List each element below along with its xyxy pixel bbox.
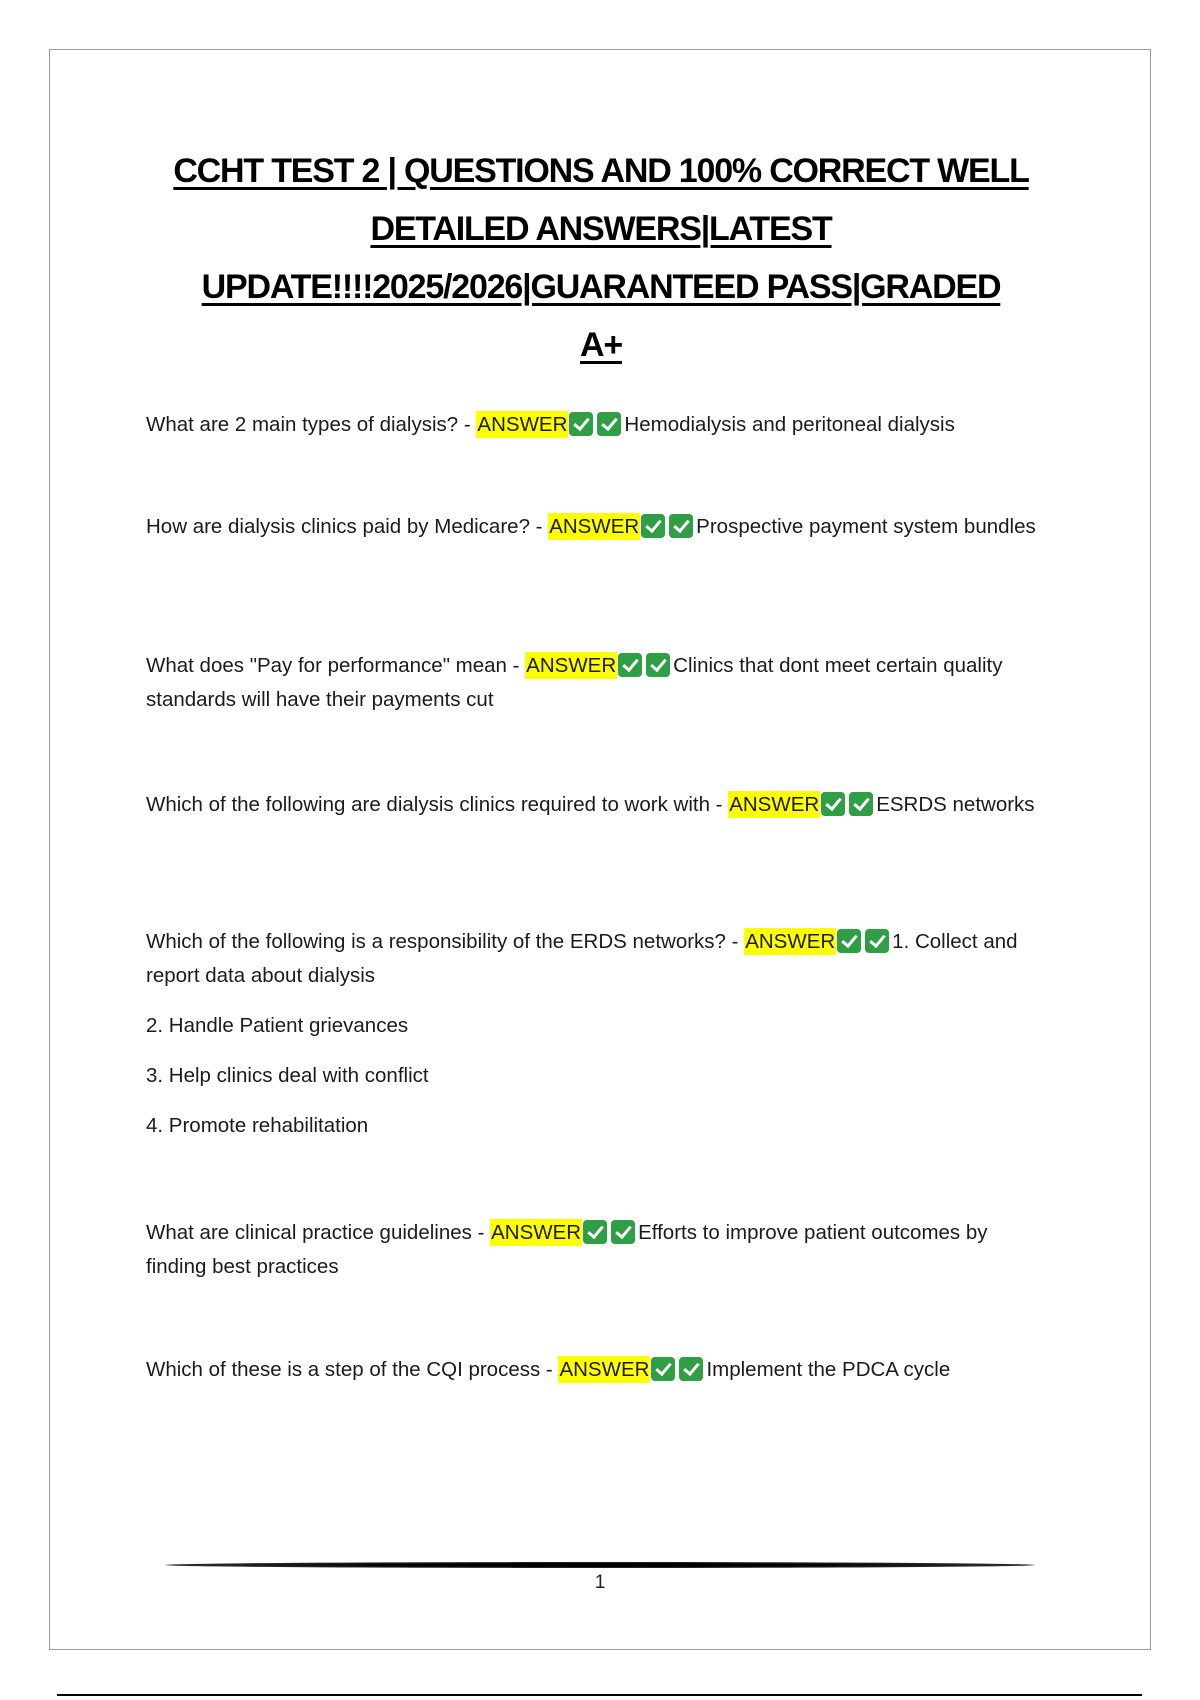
question-text: What are clinical practice guidelines - <box>146 1221 491 1244</box>
answer-tag: ANSWER <box>491 1221 582 1244</box>
check-mark-icon <box>618 653 642 677</box>
check-mark-icon <box>597 412 621 436</box>
check-mark-icon <box>849 792 873 816</box>
question-text: Which of these is a step of the CQI process - <box>146 1358 559 1381</box>
answer-text: Clinics that dont meet certain quality standards will have their payments cut <box>146 654 1003 711</box>
qa-item <box>146 1353 1046 1387</box>
answer-text: Implement the PDCA cycle <box>706 1358 951 1381</box>
title-line: UPDATE!!!!2025/2026|GUARANTEED PASS|GRADED <box>201 268 1001 306</box>
answer-text: Prospective payment system bundles <box>696 515 1036 538</box>
answer-tag: ANSWER <box>549 515 640 538</box>
qa-item <box>146 925 1046 1143</box>
title-line: DETAILED ANSWERS|LATEST <box>370 210 832 248</box>
answer-tag: ANSWER <box>729 793 820 816</box>
answer-list-item: 4. Promote rehabilitation <box>146 1114 369 1137</box>
check-mark-icon <box>646 653 670 677</box>
check-mark-icon <box>569 412 593 436</box>
answer-list-item: 3. Help clinics deal with conflict <box>146 1064 429 1087</box>
document-page <box>49 49 1151 1650</box>
answer-text: 1. Collect and report data about dialysis <box>146 930 1018 987</box>
answer-text: ESRDS networks <box>876 793 1035 816</box>
question-text: What are 2 main types of dialysis? - <box>146 413 477 436</box>
check-mark-icon <box>837 929 861 953</box>
question-text: What does "Pay for performance" mean - <box>146 654 526 677</box>
question-text: How are dialysis clinics paid by Medicare? - <box>146 515 549 538</box>
answer-list-item: 2. Handle Patient grievances <box>146 1014 409 1037</box>
answer-text: Efforts to improve patient outcomes by finding best practices <box>146 1221 988 1278</box>
check-mark-icon <box>641 514 665 538</box>
qa-item <box>146 510 1046 544</box>
answer-text: Hemodialysis and peritoneal dialysis <box>624 413 955 436</box>
question-text: Which of the following is a responsibility of the ERDS networks? - <box>146 930 745 953</box>
check-mark-icon <box>651 1357 675 1381</box>
check-mark-icon <box>821 792 845 816</box>
page-bottom-divider <box>57 1694 1142 1696</box>
question-text: Which of the following are dialysis clinics required to work with - <box>146 793 729 816</box>
qa-item <box>146 408 1046 442</box>
title-line: CCHT TEST 2 | QUESTIONS AND 100% CORRECT WELL <box>173 152 1029 190</box>
qa-item <box>146 788 1046 822</box>
answer-tag: ANSWER <box>745 930 836 953</box>
check-mark-icon <box>669 514 693 538</box>
check-mark-icon <box>583 1220 607 1244</box>
page-number: 1 <box>594 1572 606 1593</box>
footer-divider <box>165 1562 1035 1568</box>
check-mark-icon <box>679 1357 703 1381</box>
answer-tag: ANSWER <box>526 654 617 677</box>
check-mark-icon <box>611 1220 635 1244</box>
qa-item <box>146 1216 1046 1284</box>
document-title <box>145 142 1057 374</box>
qa-item <box>146 649 1046 717</box>
check-mark-icon <box>865 929 889 953</box>
title-line: A+ <box>579 326 622 364</box>
answer-tag: ANSWER <box>477 413 568 436</box>
answer-tag: ANSWER <box>559 1358 650 1381</box>
